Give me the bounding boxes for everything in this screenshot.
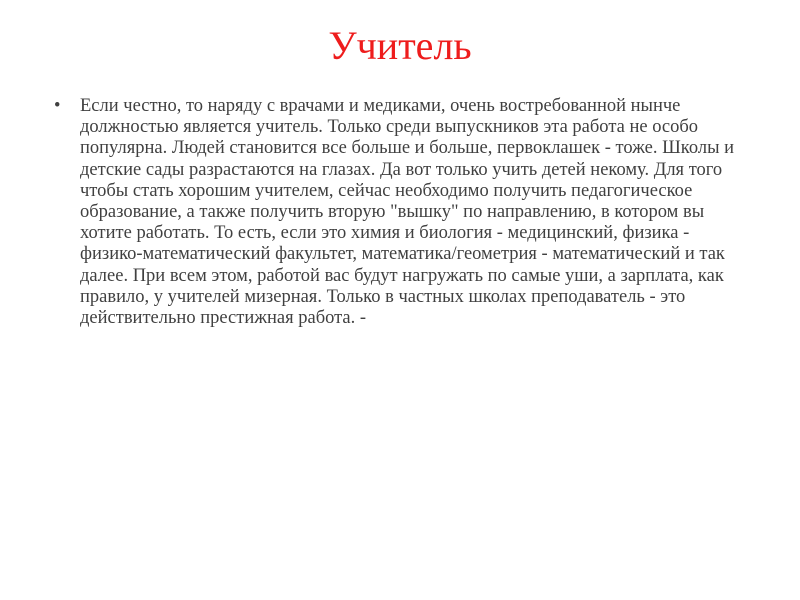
bullet-item bbox=[52, 96, 752, 329]
bullet-list bbox=[52, 96, 752, 329]
slide-title: Учитель bbox=[328, 23, 472, 68]
bullet-text: Если честно, то наряду с врачами и медиками, очень востребованной нынче должностью является учитель. Только среди выпускников эта работа не особо популярна. Людей становится все больше и больше, первоклашек - тоже. Школы и детские сады разрастаются на глазах. Да вот только учить детей некому. Для того чтобы стать хорошим учителем, сейчас необходимо получить педагогическое образование, а также получить вторую "вышку" по направлению, в котором вы хотите работать. То есть, если это химия и биология - медицинский, физика - физико-математический факультет, математика/геометрия - математический и так далее. При всем этом, работой вас будут нагружать по самые уши, а зарплата, как правило, у учителей мизерная. Только в частных школах преподаватель - это действительно престижная работа. - bbox=[80, 96, 735, 329]
bullet-dot-icon: • bbox=[54, 96, 61, 116]
